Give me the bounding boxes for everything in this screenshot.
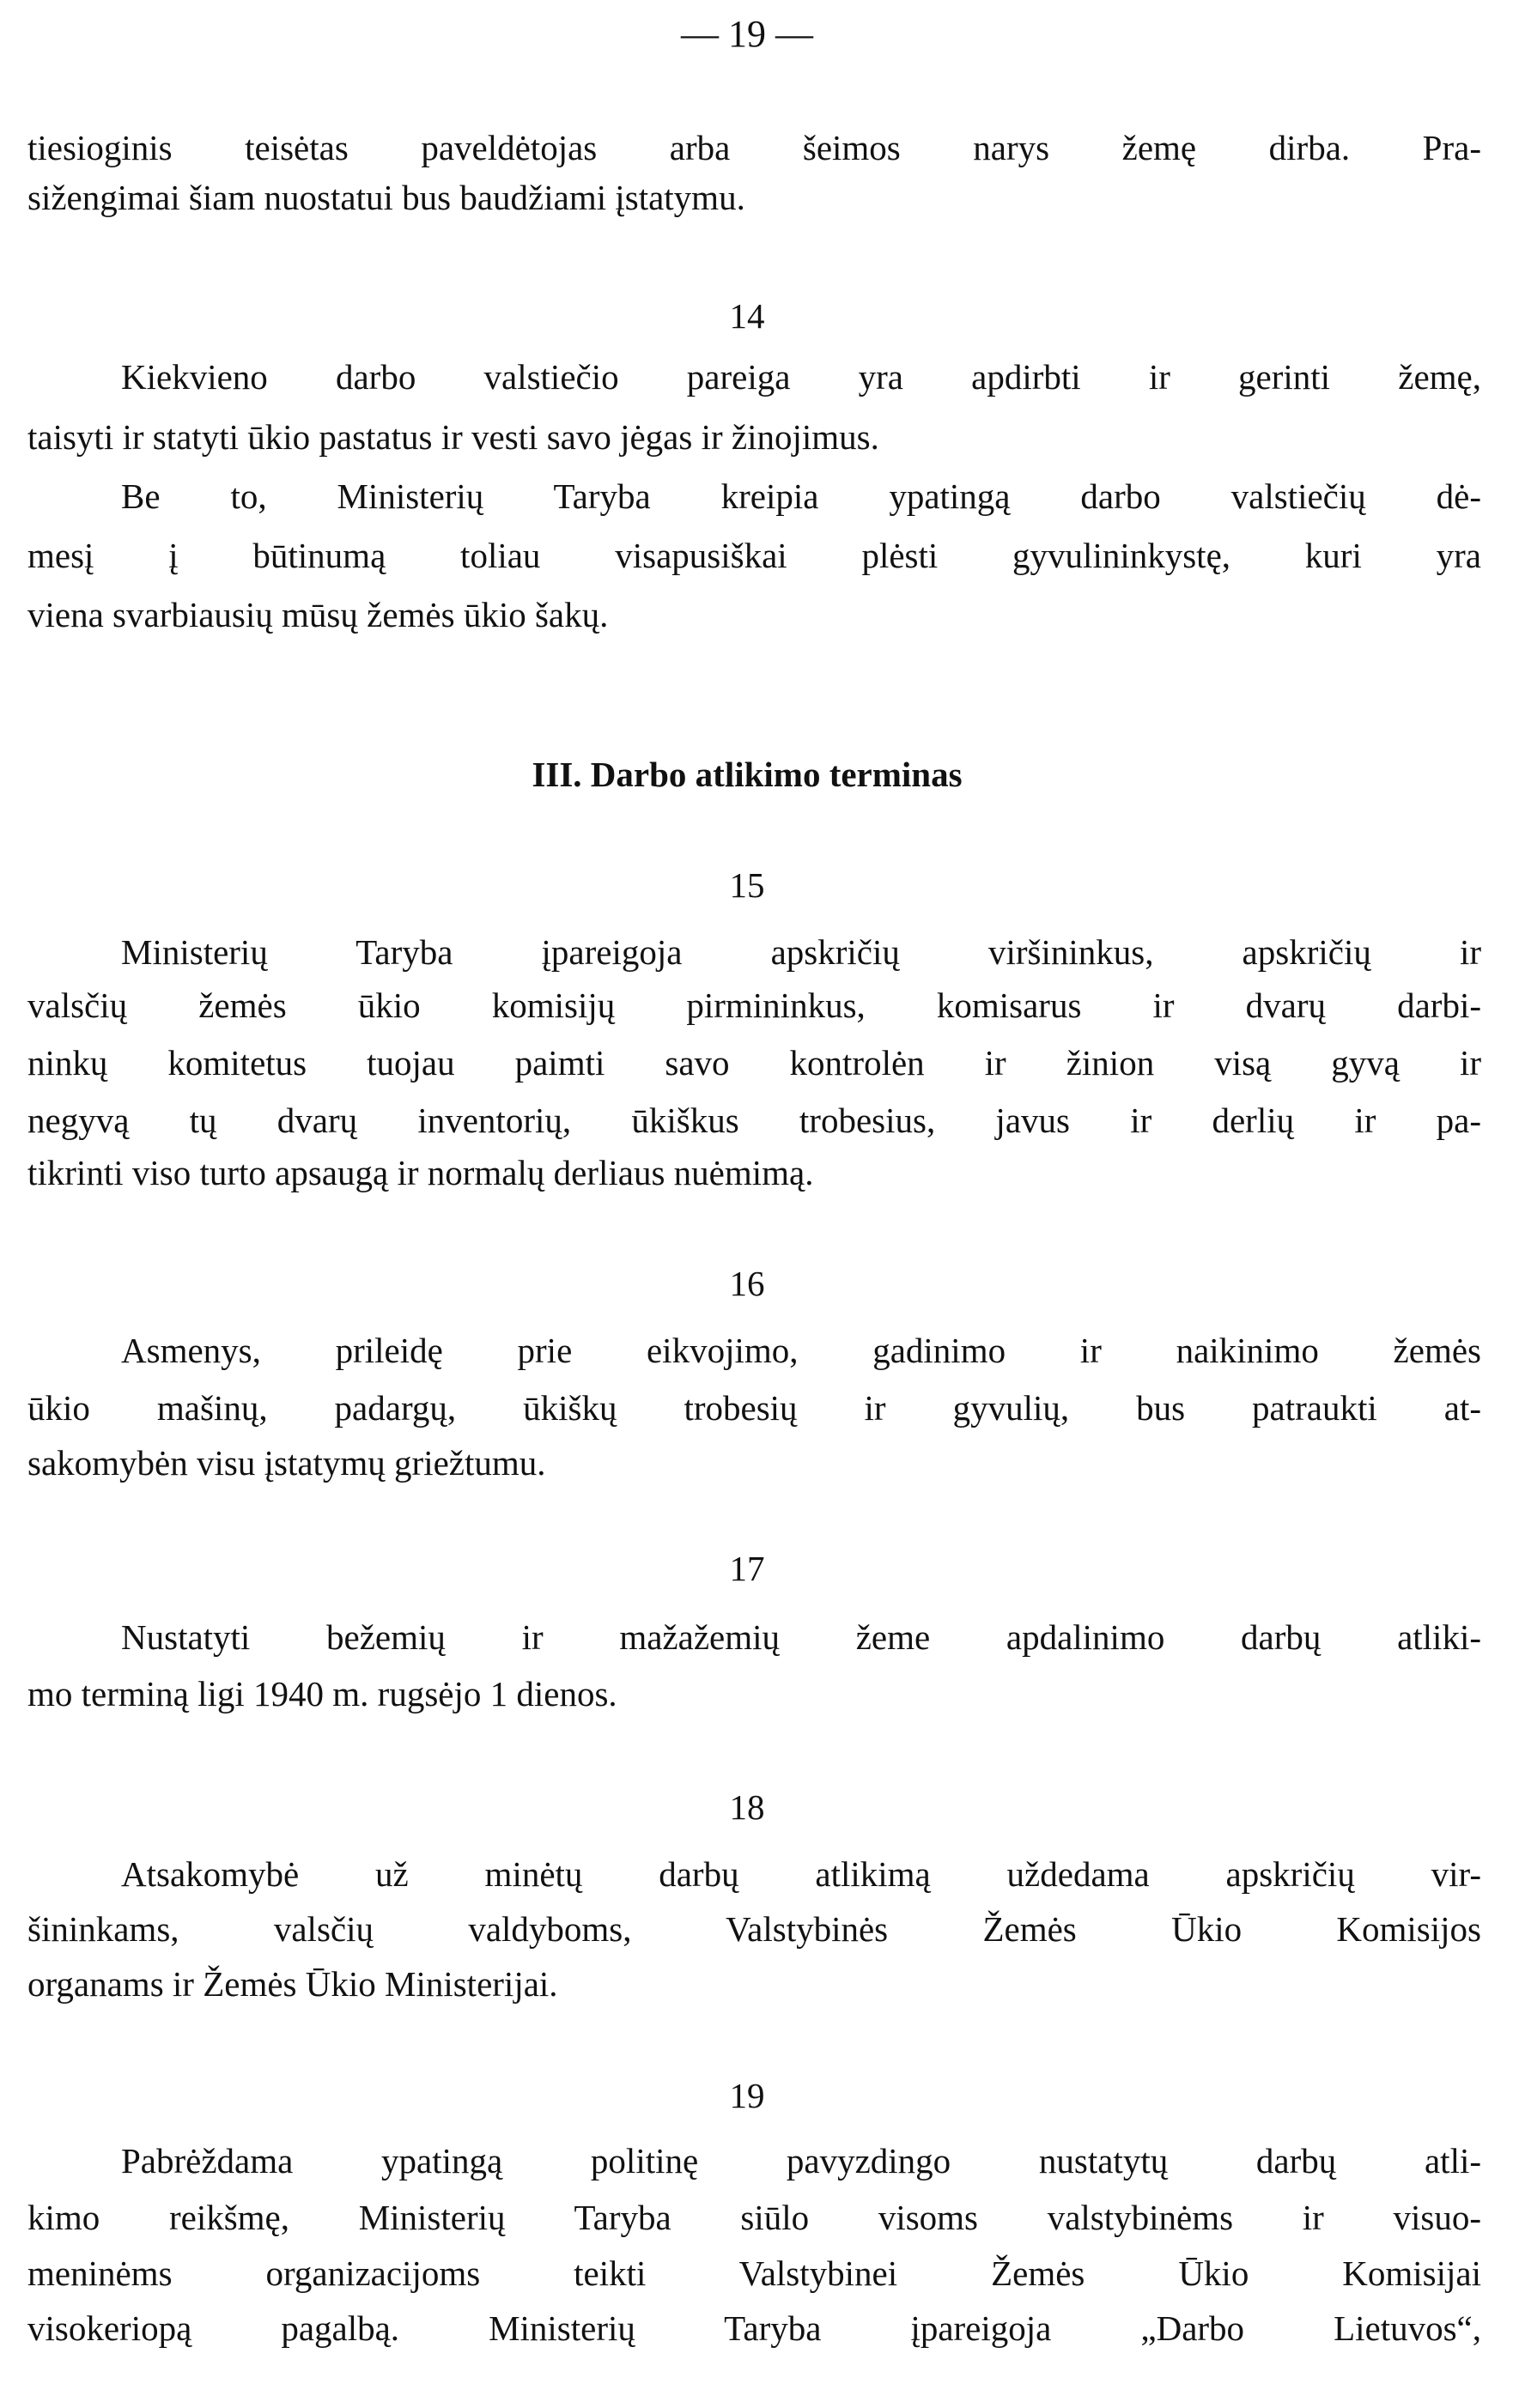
text-line: visokeriopą pagalbą. Ministerių Taryba įpareigoja „Darbo Lietuvos“, — [27, 2308, 1481, 2348]
text-line: ūkio mašinų, padargų, ūkiškų trobesių ir gyvulių, bus patraukti at- — [27, 1388, 1481, 1428]
section-number: 19 — [729, 2076, 765, 2115]
section-number: 14 — [729, 296, 765, 336]
text-line: Ministerių Taryba įpareigoja apskričių viršininkus, apskričių ir — [121, 932, 1481, 972]
text-line: ninkų komitetus tuojau paimti savo kontrolėn ir žinion visą gyvą ir — [27, 1043, 1481, 1083]
text-line: kimo reikšmę, Ministerių Taryba siūlo visoms valstybinėms ir visuo- — [27, 2198, 1481, 2237]
text-line: valsčių žemės ūkio komisijų pirmininkus, komisarus ir dvarų darbi- — [27, 986, 1481, 1025]
text-line: Atsakomybė už minėtų darbų atlikimą uždedama apskričių vir- — [121, 1854, 1481, 1894]
section-number: 16 — [729, 1264, 765, 1303]
text-line: sakomybėn visu įstatymų griežtumu. — [27, 1443, 546, 1483]
text-line: tikrinti viso turto apsaugą ir normalų derliaus nuėmimą. — [27, 1153, 814, 1192]
text-line: organams ir Žemės Ūkio Ministerijai. — [27, 1964, 558, 2004]
text-line: tiesioginis teisėtas paveldėtojas arba šeimos narys žemę dirba. Pra- — [27, 128, 1481, 167]
text-line: Be to, Ministerių Taryba kreipia ypatingą darbo valstiečių dė- — [121, 476, 1481, 516]
section-number: 18 — [729, 1787, 765, 1827]
section-number: 17 — [729, 1549, 765, 1588]
text-line: Pabrėždama ypatingą politinę pavyzdingo nustatytų darbų atli- — [121, 2141, 1481, 2181]
text-line: sižengimai šiam nuostatui bus baudžiami įstatymu. — [27, 178, 745, 217]
section-number: 15 — [729, 865, 765, 905]
text-line: šininkams, valsčių valdyboms, Valstybinės Žemės Ūkio Komisijos — [27, 1909, 1481, 1949]
text-line: mo terminą ligi 1940 m. rugsėjo 1 dienos. — [27, 1674, 617, 1714]
text-line: meninėms organizacijoms teikti Valstybinei Žemės Ūkio Komisijai — [27, 2253, 1481, 2293]
text-line: taisyti ir statyti ūkio pastatus ir vesti savo jėgas ir žinojimus. — [27, 417, 879, 457]
text-line: viena svarbiausių mūsų žemės ūkio šakų. — [27, 595, 609, 634]
text-line: mesį į būtinumą toliau visapusiškai plėsti gyvulininkystę, kuri yra — [27, 536, 1481, 575]
text-line: Kiekvieno darbo valstiečio pareiga yra apdirbti ir gerinti žemę, — [121, 357, 1481, 397]
page-number: — 19 — — [681, 13, 813, 55]
text-line: Nustatyti bežemių ir mažažemių žeme apdalinimo darbų atliki- — [121, 1617, 1481, 1657]
text-line: Asmenys, prileidę prie eikvojimo, gadinimo ir naikinimo žemės — [121, 1331, 1481, 1370]
chapter-heading: III. Darbo atlikimo terminas — [532, 755, 963, 794]
text-line: negyvą tų dvarų inventorių, ūkiškus trobesius, javus ir derlių ir pa- — [27, 1101, 1481, 1140]
